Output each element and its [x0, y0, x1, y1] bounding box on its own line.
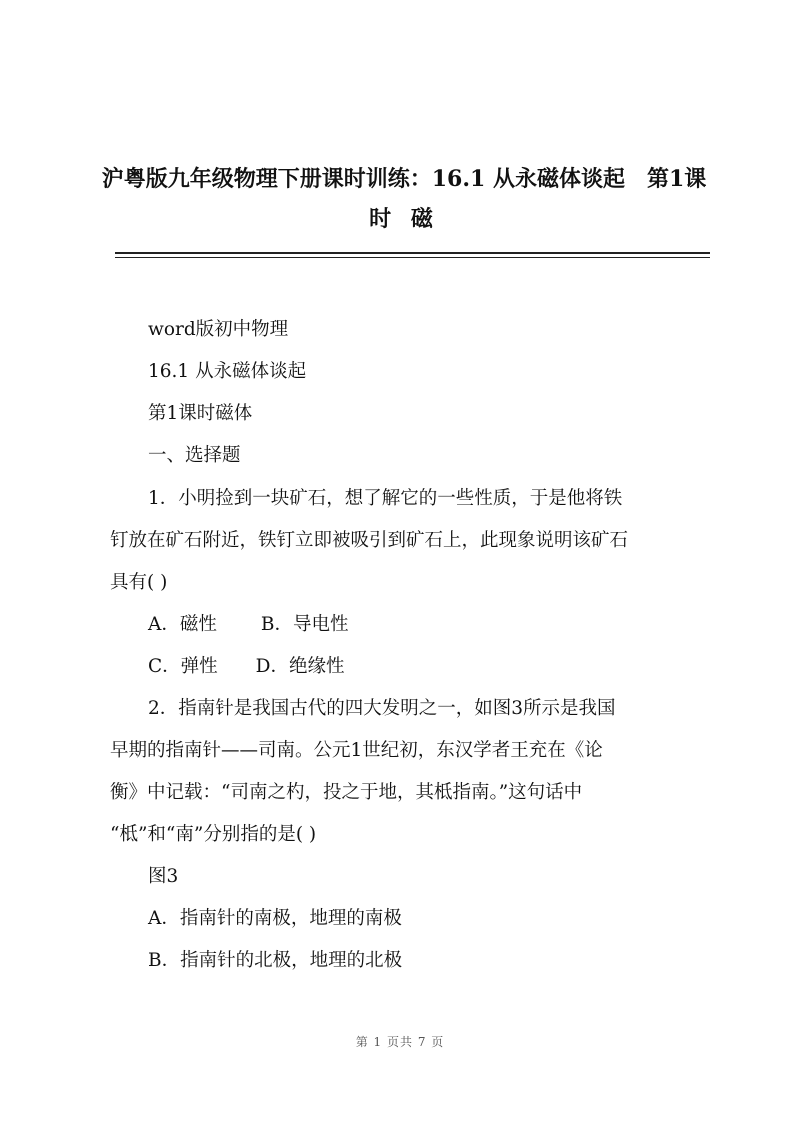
question-1-option-d: D．绝缘性 — [255, 656, 345, 677]
title-divider-thin — [115, 257, 710, 258]
question-2-line-1: 2．指南针是我国古代的四大发明之一，如图3所示是我国 — [148, 698, 616, 719]
question-1-options-row-2 — [148, 655, 345, 679]
intro-line-3: 第1课时磁体 — [148, 403, 253, 424]
question-2-option-a: A．指南针的南极，地理的南极 — [148, 908, 402, 929]
figure-label: 图3 — [148, 866, 179, 887]
question-2-line-3: 衡》中记载：“司南之杓，投之于地，其柢指南。”这句话中 — [110, 782, 583, 803]
question-1-line-2: 钉放在矿石附近，铁钉立即被吸引到矿石上，此现象说明该矿石 — [110, 530, 629, 551]
question-1-option-c: C．弹性 — [148, 656, 218, 677]
question-2-line-4: “柢”和“南”分别指的是( ) — [110, 824, 317, 845]
question-2-line-2: 早期的指南针——司南。公元1世纪初，东汉学者王充在《论 — [110, 740, 603, 761]
document-title-line-1: 沪粤版九年级物理下册课时训练：16.1 从永磁体谈起 第1课 — [101, 166, 707, 192]
question-1-option-b: B．导电性 — [260, 614, 349, 635]
question-2-option-b: B．指南针的北极，地理的北极 — [148, 950, 403, 971]
section-heading: 一、选择题 — [148, 445, 241, 466]
question-1-option-a: A．磁性 — [148, 614, 217, 635]
intro-line-2: 16.1 从永磁体谈起 — [148, 361, 307, 382]
question-1-line-1: 1．小明捡到一块矿石，想了解它的一些性质，于是他将铁 — [148, 488, 623, 509]
question-1-options-row-1 — [148, 613, 348, 637]
document-title-line-2: 时 磁 — [369, 206, 439, 232]
page-footer: 第 1 页共 7 页 — [355, 1035, 445, 1049]
title-divider-thick — [115, 252, 710, 254]
intro-line-1: word版初中物理 — [148, 319, 289, 340]
question-1-line-3: 具有( ) — [110, 572, 168, 593]
